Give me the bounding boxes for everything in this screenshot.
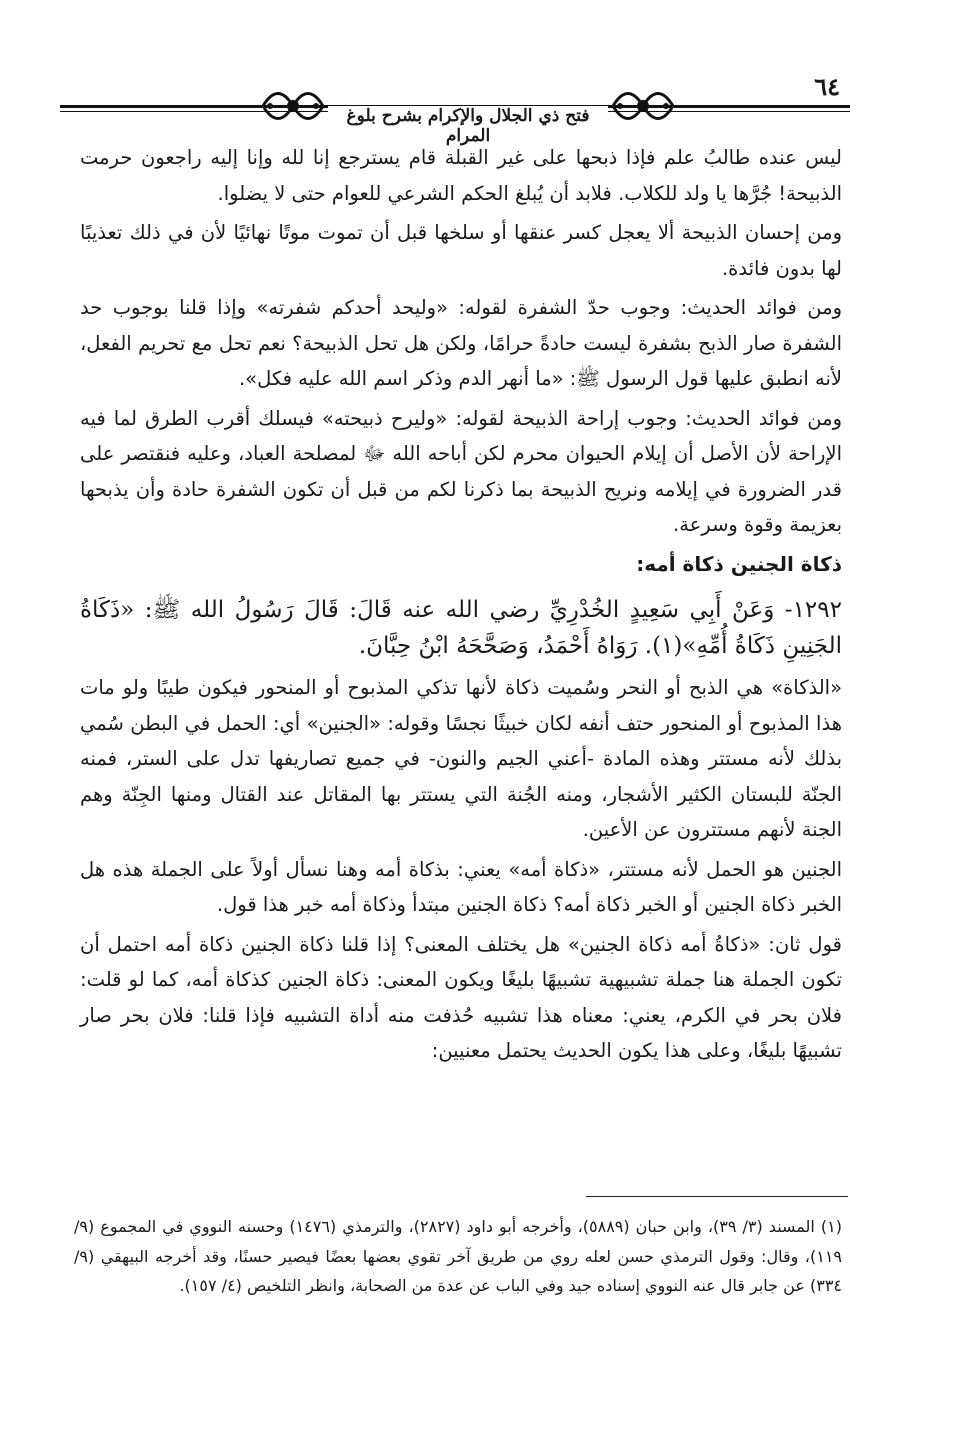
hadith-text: ١٢٩٢- وَعَنْ أَبِي سَعِيدٍ الخُدْرِيِّ رضي الله عنه قَالَ: قَالَ رَسُولُ الله ﷺ: «ذَكَاةُ الجَنِينِ ذَكَاةُ أُمِّهِ»(١). رَوَاهُ أَحْمَدُ، وَصَحَّحَهُ ابْنُ حِبَّانَ.: [80, 597, 842, 659]
footnote-divider: [586, 1196, 848, 1197]
ornament-right-icon: [608, 76, 678, 136]
main-text: [80, 140, 842, 1073]
running-title: فتح ذي الجلال والإكرام بشرح بلوغ المرام: [328, 106, 608, 146]
paragraph: ومن إحسان الذبيحة ألا يعجل كسر عنقها أو سلخها قبل أن تموت موتًا نهائيًا لأن في ذلك تعذيبًا لها بدون فائدة.: [80, 221, 842, 280]
page-number: ٦٤: [814, 72, 840, 101]
paragraph: قول ثان: «ذكاةُ أمه ذكاة الجنين» هل يختلف المعنى؟ إذا قلنا ذكاة الجنين ذكاة أمه احتمل أن تكون الجملة هنا جملة تشبيهية تشبيهًا بليغًا ويكون المعنى: ذكاة الجنين كذكاة أمه، كما لو قلت: فلان بحر في الكرم، يعني: معناه هذا تشبيه حُذفت منه أداة التشبيه فإذا قلنا: فلان بحر صار تشبيهًا بليغًا، وعلى هذا يكون الحديث يحتمل معنيين:: [80, 932, 842, 1062]
paragraph: الجنين هو الحمل لأنه مستتر، «ذكاة أمه» يعني: بذكاة أمه وهنا نسأل أولاً على الجملة هذه هل الخبر ذكاة الجنين أو الخبر ذكاة أمه؟ ذكاة الجنين مبتدأ وذكاة أمه خبر هذا قول.: [80, 857, 842, 916]
page-header: [60, 72, 850, 146]
footnote-text: (١) المسند (٣/ ٣٩)، وابن حبان (٥٨٨٩)، وأخرجه أبو داود (٢٨٢٧)، والترمذي (١٤٧٦) وحسنه النووي في المجموع (٩/ ١١٩)، وقال: وقول الترمذي حسن لعله روي من طريق آخر تقوي بعضها بعضًا فيصير حسنًا، وقد أخرجه البيهقي (٩/ ٣٣٤) عن جابر قال عنه النووي إسناده جيد وفي الباب عن عدة من الصحابة، وانظر التلخيص (٤/ ١٥٧).: [74, 1217, 842, 1295]
paragraph: ليس عنده طالبُ علم فإذا ذبحها على غير القبلة قام يسترجع إنا لله وإنا إليه راجعون حرمت الذبيحة! جُرَّها يا ولد للكلاب. فلابد أن يُبلغ الحكم الشرعي للعوام حتى لا يضلوا.: [80, 146, 842, 205]
ornament-left-icon: [258, 76, 328, 136]
paragraph: «الذكاة» هي الذبح أو النحر وسُميت ذكاة لأنها تذكي المذبوح أو المنحور فيكون طيبًا ولو مات هذا المذبوح أو المنحور حتف أنفه لكان خبيثًا نجسًا وقوله: «الجنين» أي: الحمل في البطن سُمي بذلك لأنه مستتر وهذه المادة -أعني الجيم والنون- في جميع تصاريفها تدل على الستر، فمنه الجنّة للبستان الكثير الأشجار، ومنه الجُنة التي يستتر بها المقاتل عند القتال ومنها الجِنّة وهم الجنة لأنهم مستترون عن الأعين.: [80, 676, 842, 841]
section-heading: ذكاة الجنين ذكاة أمه:: [636, 551, 842, 576]
paragraph: ومن فوائد الحديث: وجوب حدّ الشفرة لقوله: «وليحد أحدكم شفرته» وإذا قلنا بوجوب حد الشفرة صار الذبح بشفرة ليست حادةً حرامًا، ولكن هل تحل الذبيحة؟ نعم تحل مع تحريم الفعل، لأنه انطبق عليها قول الرسول ﷺ: «ما أنهر الدم وذكر اسم الله عليه فكل».: [80, 296, 842, 390]
paragraph: ومن فوائد الحديث: وجوب إراحة الذبيحة لقوله: «وليرح ذبيحته» فيسلك أقرب الطرق لما فيه الإراحة لأن الأصل أن إيلام الحيوان محرم لكن أباحه الله ﷻ لمصلحة العباد، وعليه فنقتصر على قدر الضرورة في إيلامه ونريح الذبيحة بما ذكرنا لكم من قبل أن تكون الشفرة حادة وأن يذبحها بعزيمة وقوة وسرعة.: [80, 406, 842, 536]
footnote: [74, 1212, 842, 1301]
